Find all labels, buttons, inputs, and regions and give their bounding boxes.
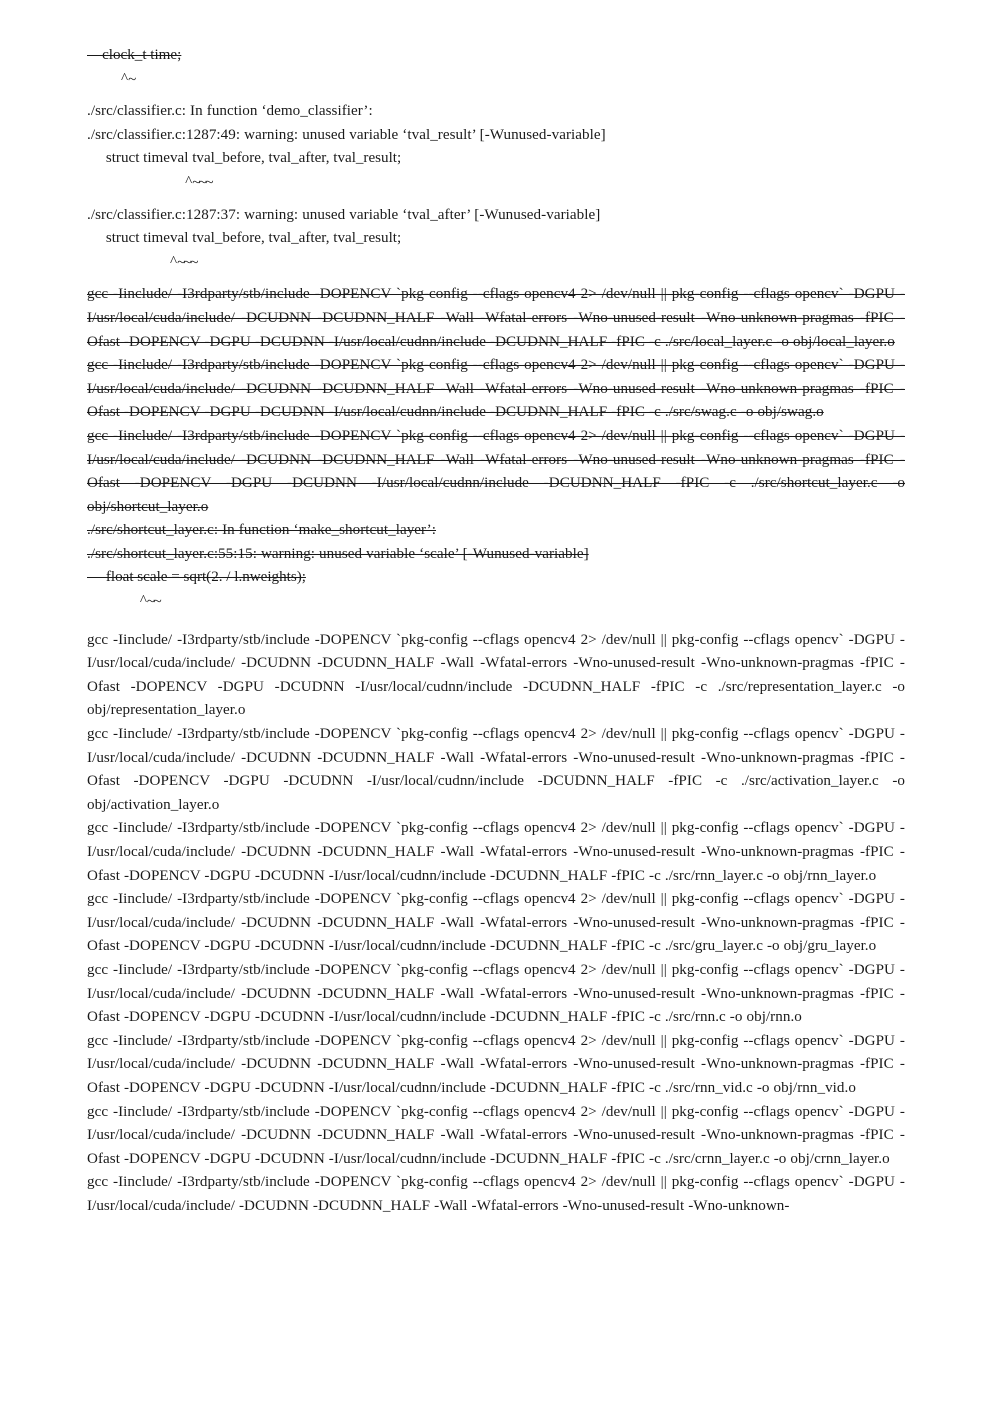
- source-echo-line: float scale = sqrt(2. / l.nweights);: [87, 569, 306, 586]
- caret-marker: [87, 251, 197, 275]
- caret-indent: [87, 174, 185, 190]
- gcc-command-line: gcc -Iinclude/ -I3rdparty/stb/include -DOPENCV `pkg-config --cflags opencv4 2> /dev/null || pkg-config --cflags opencv` -DGPU -I/usr/local/cuda/include/ -DCUDNN -DCUDNN_HALF -Wall -Wfatal-errors -Wno-unused-result -Wno-unknown-pragmas -fPIC -Ofast -DOPENCV -DGPU -DCUDNN -I/usr/local/cudnn/include -DCUDNN_HALF -fPIC -c ./src/rnn.c -o obj/rnn.o: [87, 961, 905, 1026]
- compiler-context-line: ./src/shortcut_layer.c: In function ‘make_shortcut_layer’:: [87, 522, 437, 539]
- caret-marker-line: [87, 251, 905, 275]
- caret-indent: [87, 593, 140, 609]
- gcc-command-line: gcc -Iinclude/ -I3rdparty/stb/include -DOPENCV `pkg-config --cflags opencv4 2> /dev/null || pkg-config --cflags opencv` -DGPU -I/usr/local/cuda/include/ -DCUDNN -DCUDNN_HALF -Wall -Wfatal-errors -Wno-unused-result -Wno-unknown-pragmas -fPIC -Ofast -DOPENCV -DGPU -DCUDNN -I/usr/local/cudnn/include -DCUDNN_HALF -fPIC -c ./src/rnn_vid.c -o obj/rnn_vid.o: [87, 1032, 905, 1096]
- caret-glyph: ^: [139, 593, 147, 610]
- caret-glyph: ^: [120, 70, 129, 87]
- caret-marker: [87, 68, 135, 92]
- source-echo-line: struct timeval tval_before, tval_after, tval_result;: [87, 150, 402, 167]
- document-body: [87, 44, 905, 1219]
- gcc-command-line: gcc -Iinclude/ -I3rdparty/stb/include -DOPENCV `pkg-config --cflags opencv4 2> /dev/null || pkg-config --cflags opencv` -DGPU -I/usr/local/cuda/include/ -DCUDNN -DCUDNN_HALF -Wall -Wfatal-errors -Wno-unused-result -Wno-unknown-pragmas -fPIC -Ofast -DOPENCV -DGPU -DCUDNN -I/usr/local/cudnn/include -DCUDNN_HALF -fPIC -c ./src/activation_layer.c -o obj/activation_layer.o: [87, 726, 905, 813]
- compiler-warning-line: ./src/shortcut_layer.c:55:15: warning: unused variable ‘scale’ [-Wunused-variable]: [87, 545, 589, 562]
- spacer: [87, 274, 905, 283]
- source-echo-line: clock_t time;: [87, 47, 182, 63]
- gcc-command-line: gcc -Iinclude/ -I3rdparty/stb/include -DOPENCV `pkg-config --cflags opencv4 2> /dev/null || pkg-config --cflags opencv` -DGPU -I/usr/local/cuda/include/ -DCUDNN -DCUDNN_HALF -Wall -Wfatal-errors -Wno-unused-result -Wno-unknown-pragmas -fPIC -Ofast -DOPENCV -DGPU -DCUDNN -I/usr/local/cudnn/include -DCUDNN_HALF -fPIC -c ./src/crnn_layer.c -o obj/crnn_layer.o: [87, 1103, 905, 1167]
- compiler-warning-line: ./src/classifier.c:1287:37: warning: unused variable ‘tval_after’ [-Wunused-variable]: [87, 206, 601, 223]
- caret-glyph: ^: [185, 173, 193, 190]
- gcc-command-line: gcc -Iinclude/ -I3rdparty/stb/include -DOPENCV `pkg-config --cflags opencv4 2> /dev/null || pkg-config --cflags opencv` -DGPU -I/usr/local/cuda/include/ -DCUDNN -DCUDNN_HALF -Wall -Wfatal-errors -Wno-unused-result -Wno-unknown-pragmas -fPIC -Ofast -DOPENCV -DGPU -DCUDNN -I/usr/local/cudnn/include -DCUDNN_HALF -fPIC -c ./src/local_layer.c -o obj/local_layer.o: [87, 286, 905, 350]
- gcc-command-line: gcc -Iinclude/ -I3rdparty/stb/include -DOPENCV `pkg-config --cflags opencv4 2> /dev/null || pkg-config --cflags opencv` -DGPU -I/usr/local/cuda/include/ -DCUDNN -DCUDNN_HALF -Wall -Wfatal-errors -Wno-unused-result -Wno-unknown-pragmas -fPIC -Ofast -DOPENCV -DGPU -DCUDNN -I/usr/local/cudnn/include -DCUDNN_HALF -fPIC -c ./src/swag.c -o obj/swag.o: [87, 357, 905, 421]
- tilde-glyphs: ~: [128, 71, 135, 88]
- caret-marker-line: [87, 68, 905, 92]
- caret-glyph: ^: [170, 253, 178, 270]
- tilde-glyphs: ~~~: [192, 174, 212, 191]
- caret-marker: [87, 590, 160, 614]
- spacer: [87, 195, 905, 204]
- caret-marker-line: [87, 590, 905, 614]
- caret-indent: [87, 71, 121, 87]
- tilde-glyphs: ~~~: [177, 254, 197, 271]
- compiler-context-line: ./src/classifier.c: In function ‘demo_classifier’:: [87, 103, 373, 120]
- spacer: [87, 91, 905, 100]
- gcc-command-line-truncated: gcc -Iinclude/ -I3rdparty/stb/include -DOPENCV `pkg-config --cflags opencv4 2> /dev/null || pkg-config --cflags opencv` -DGPU -I/usr/local/cuda/include/ -DCUDNN -DCUDNN_HALF -Wall -Wfatal-errors -Wno-unused-result -Wno-unknown-: [87, 1174, 905, 1214]
- caret-marker-line: [87, 171, 905, 195]
- spacer: [87, 614, 905, 629]
- gcc-command-line: gcc -Iinclude/ -I3rdparty/stb/include -DOPENCV `pkg-config --cflags opencv4 2> /dev/null || pkg-config --cflags opencv` -DGPU -I/usr/local/cuda/include/ -DCUDNN -DCUDNN_HALF -Wall -Wfatal-errors -Wno-unused-result -Wno-unknown-pragmas -fPIC -Ofast -DOPENCV -DGPU -DCUDNN -I/usr/local/cudnn/include -DCUDNN_HALF -fPIC -c ./src/gru_layer.c -o obj/gru_layer.o: [87, 891, 905, 955]
- gcc-command-line: gcc -Iinclude/ -I3rdparty/stb/include -DOPENCV `pkg-config --cflags opencv4 2> /dev/null || pkg-config --cflags opencv` -DGPU -I/usr/local/cuda/include/ -DCUDNN -DCUDNN_HALF -Wall -Wfatal-errors -Wno-unused-result -Wno-unknown-pragmas -fPIC -Ofast -DOPENCV -DGPU -DCUDNN -I/usr/local/cudnn/include -DCUDNN_HALF -fPIC -c ./src/representation_layer.c -o obj/representation_layer.o: [87, 631, 905, 719]
- source-echo-line: struct timeval tval_before, tval_after, tval_result;: [87, 230, 402, 247]
- caret-marker: [87, 171, 212, 195]
- compiler-warning-line: ./src/classifier.c:1287:49: warning: unused variable ‘tval_result’ [-Wunused-variable]: [87, 126, 606, 143]
- caret-indent: [87, 254, 170, 270]
- gcc-command-line: gcc -Iinclude/ -I3rdparty/stb/include -DOPENCV `pkg-config --cflags opencv4 2> /dev/null || pkg-config --cflags opencv` -DGPU -I/usr/local/cuda/include/ -DCUDNN -DCUDNN_HALF -Wall -Wfatal-errors -Wno-unused-result -Wno-unknown-pragmas -fPIC -Ofast -DOPENCV -DGPU -DCUDNN -I/usr/local/cudnn/include -DCUDNN_HALF -fPIC -c ./src/rnn_layer.c -o obj/rnn_layer.o: [87, 820, 905, 884]
- gcc-command-line: gcc -Iinclude/ -I3rdparty/stb/include -DOPENCV `pkg-config --cflags opencv4 2> /dev/null || pkg-config --cflags opencv` -DGPU -I/usr/local/cuda/include/ -DCUDNN -DCUDNN_HALF -Wall -Wfatal-errors -Wno-unused-result -Wno-unknown-pragmas -fPIC -Ofast -DOPENCV -DGPU -DCUDNN -I/usr/local/cudnn/include -DCUDNN_HALF -fPIC -c ./src/shortcut_layer.c -o obj/shortcut_layer.o: [87, 427, 905, 515]
- tilde-glyphs: ~~: [146, 594, 161, 611]
